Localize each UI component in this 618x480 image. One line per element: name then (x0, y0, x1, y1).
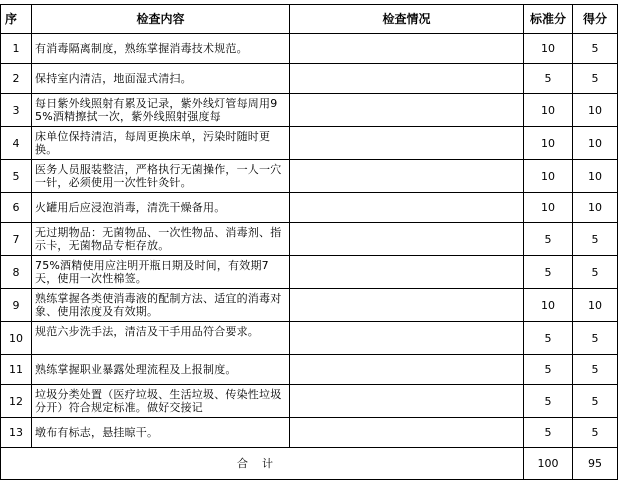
header-standard: 标准分 (524, 5, 573, 34)
table-row (1, 127, 618, 160)
row-standard[interactable]: 10 (524, 34, 573, 64)
row-standard[interactable]: 10 (524, 289, 573, 322)
row-situation[interactable] (290, 355, 524, 385)
row-score[interactable]: 10 (573, 94, 618, 127)
row-content[interactable]: 每日紫外线照射有累及记录，紫外线灯管每周用95%酒精擦拭一次，紫外线照射强度每 (32, 94, 290, 127)
header-row (1, 5, 618, 34)
row-no[interactable]: 10 (1, 322, 32, 355)
row-content[interactable]: 熟练掌握各类使消毒液的配制方法、适宜的消毒对象、使用浓度及有效期。 (32, 289, 290, 322)
row-standard[interactable]: 5 (524, 418, 573, 448)
row-no[interactable]: 7 (1, 223, 32, 256)
table-row (1, 355, 618, 385)
row-no[interactable]: 1 (1, 34, 32, 64)
row-no[interactable]: 6 (1, 193, 32, 223)
header-score: 得分 (573, 5, 618, 34)
row-content[interactable]: 熟练掌握职业暴露处理流程及上报制度。 (32, 355, 290, 385)
row-situation[interactable] (290, 289, 524, 322)
row-standard[interactable]: 5 (524, 223, 573, 256)
table-row (1, 256, 618, 289)
row-score[interactable]: 5 (573, 256, 618, 289)
header-situation: 检查情况 (290, 5, 524, 34)
table-row (1, 94, 618, 127)
row-situation[interactable] (290, 223, 524, 256)
row-score[interactable]: 5 (573, 322, 618, 355)
row-no[interactable]: 4 (1, 127, 32, 160)
row-no[interactable]: 13 (1, 418, 32, 448)
row-standard[interactable]: 10 (524, 127, 573, 160)
row-standard[interactable]: 10 (524, 193, 573, 223)
row-score[interactable]: 10 (573, 160, 618, 193)
table-row (1, 385, 618, 418)
row-situation[interactable] (290, 256, 524, 289)
header-content: 检查内容 (32, 5, 290, 34)
row-content[interactable]: 墩布有标志，悬挂晾干。 (32, 418, 290, 448)
table-row (1, 64, 618, 94)
row-standard[interactable]: 5 (524, 322, 573, 355)
row-situation[interactable] (290, 418, 524, 448)
inspection-table (0, 4, 618, 480)
row-content[interactable]: 有消毒隔离制度，熟练掌握消毒技术规范。 (32, 34, 290, 64)
total-row (1, 448, 618, 480)
row-score[interactable]: 5 (573, 223, 618, 256)
total-standard[interactable]: 100 (524, 448, 573, 480)
total-score[interactable]: 95 (573, 448, 618, 480)
table-row (1, 322, 618, 355)
row-content[interactable]: 规范六步洗手法，清洁及干手用品符合要求。 (32, 322, 290, 355)
row-no[interactable]: 5 (1, 160, 32, 193)
row-no[interactable]: 8 (1, 256, 32, 289)
row-score[interactable]: 10 (573, 289, 618, 322)
row-score[interactable]: 5 (573, 385, 618, 418)
row-standard[interactable]: 10 (524, 160, 573, 193)
table-row (1, 34, 618, 64)
row-score[interactable]: 10 (573, 127, 618, 160)
row-score[interactable]: 5 (573, 355, 618, 385)
row-situation[interactable] (290, 385, 524, 418)
total-label[interactable]: 合计 (1, 448, 524, 480)
row-content[interactable]: 床单位保持清洁，每周更换床单，污染时随时更换。 (32, 127, 290, 160)
row-standard[interactable]: 10 (524, 94, 573, 127)
row-situation[interactable] (290, 34, 524, 64)
row-situation[interactable] (290, 322, 524, 355)
row-situation[interactable] (290, 94, 524, 127)
row-situation[interactable] (290, 64, 524, 94)
row-situation[interactable] (290, 127, 524, 160)
row-no[interactable]: 12 (1, 385, 32, 418)
row-score[interactable]: 5 (573, 418, 618, 448)
row-standard[interactable]: 5 (524, 64, 573, 94)
row-content[interactable]: 火罐用后应浸泡消毒，清洗干燥备用。 (32, 193, 290, 223)
row-standard[interactable]: 5 (524, 256, 573, 289)
header-no: 序 (1, 5, 32, 34)
row-standard[interactable]: 5 (524, 355, 573, 385)
row-score[interactable]: 5 (573, 64, 618, 94)
row-content[interactable]: 垃圾分类处置（医疗垃圾、生活垃圾、传染性垃圾分开）符合规定标准。做好交接记 (32, 385, 290, 418)
table-row (1, 193, 618, 223)
row-content[interactable]: 医务人员服装整洁，严格执行无菌操作，一人一穴一针，必须使用一次性针灸针。 (32, 160, 290, 193)
row-no[interactable]: 11 (1, 355, 32, 385)
row-no[interactable]: 9 (1, 289, 32, 322)
row-standard[interactable]: 5 (524, 385, 573, 418)
row-situation[interactable] (290, 193, 524, 223)
row-score[interactable]: 5 (573, 34, 618, 64)
table-row (1, 418, 618, 448)
row-no[interactable]: 3 (1, 94, 32, 127)
row-score[interactable]: 10 (573, 193, 618, 223)
row-content[interactable]: 保持室内清洁，地面湿式清扫。 (32, 64, 290, 94)
row-situation[interactable] (290, 160, 524, 193)
table-row (1, 160, 618, 193)
row-no[interactable]: 2 (1, 64, 32, 94)
row-content[interactable]: 75%酒精使用应注明开瓶日期及时间，有效期7天，使用一次性棉签。 (32, 256, 290, 289)
table-row (1, 223, 618, 256)
table-row (1, 289, 618, 322)
row-content[interactable]: 无过期物品：无菌物品、一次性物品、消毒剂、指示卡，无菌物品专柜存放。 (32, 223, 290, 256)
